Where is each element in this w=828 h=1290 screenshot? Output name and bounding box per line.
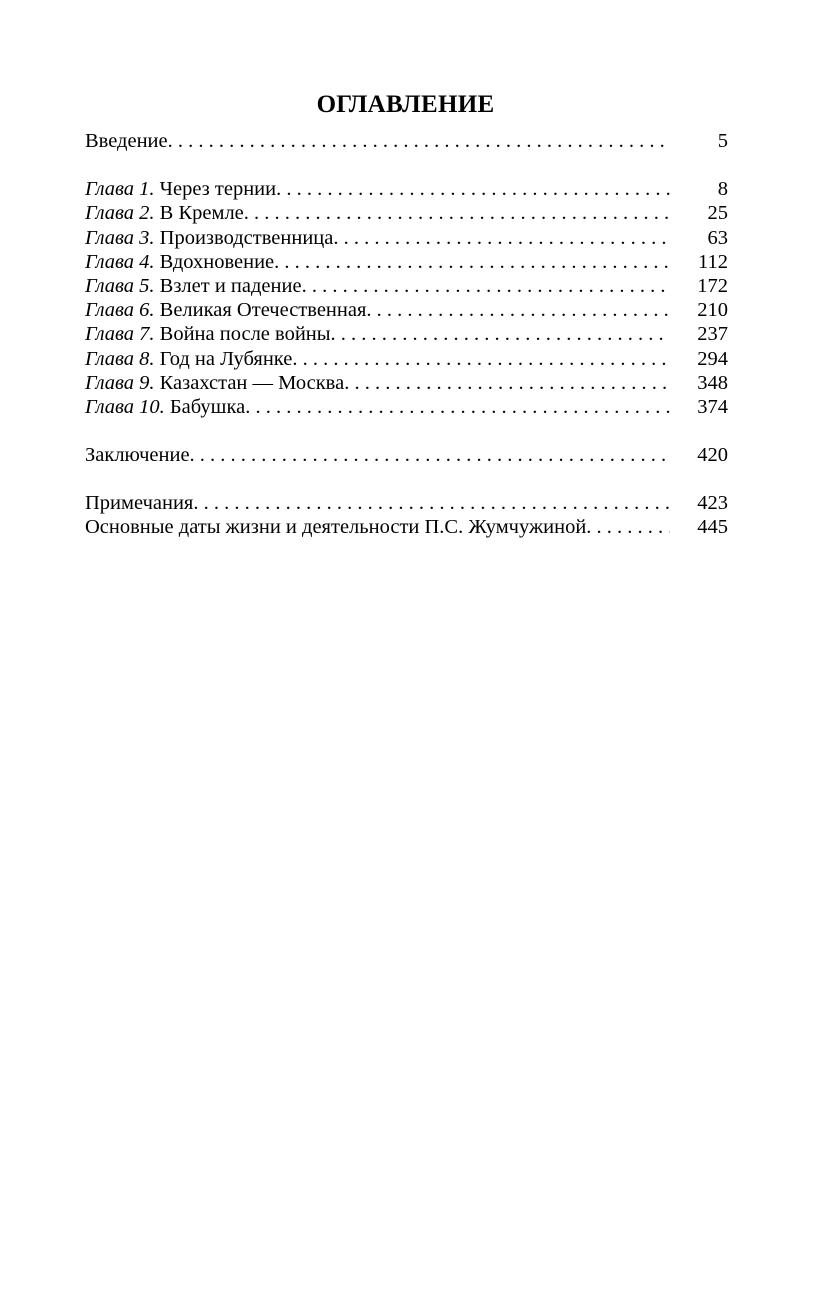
toc-entry bbox=[85, 515, 728, 539]
toc-entry-label bbox=[85, 515, 586, 539]
chapter-prefix: Глава 9. bbox=[85, 371, 155, 394]
toc-entry-label bbox=[85, 395, 245, 419]
dot-leader bbox=[245, 395, 670, 419]
chapter-prefix: Глава 6. bbox=[85, 299, 155, 322]
toc-entry-label bbox=[85, 274, 302, 298]
entry-title: В Кремле bbox=[154, 202, 244, 225]
dot-leader bbox=[190, 443, 670, 467]
entry-title: Великая Отечественная bbox=[154, 299, 367, 322]
dot-leader bbox=[366, 298, 670, 322]
toc-entry bbox=[85, 129, 728, 153]
dot-leader bbox=[193, 491, 670, 515]
toc-group-intro bbox=[85, 129, 728, 153]
page-number: 294 bbox=[697, 347, 728, 370]
page-number: 423 bbox=[697, 492, 728, 515]
table-of-contents bbox=[85, 129, 728, 540]
toc-entry bbox=[85, 177, 728, 201]
toc-entry-label bbox=[85, 250, 274, 274]
entry-title: Вдохновение bbox=[154, 250, 275, 273]
entry-title: Введение bbox=[85, 130, 168, 152]
page-number: 445 bbox=[697, 516, 728, 539]
toc-entry bbox=[85, 201, 728, 225]
page-number: 112 bbox=[698, 250, 728, 273]
entry-title: Примечания bbox=[85, 492, 194, 515]
page-number: 63 bbox=[707, 226, 728, 249]
toc-entry-label bbox=[85, 347, 292, 371]
chapter-prefix: Глава 1. bbox=[85, 178, 155, 201]
dot-leader bbox=[586, 515, 670, 539]
dot-leader bbox=[331, 322, 670, 346]
entry-title: Война после войны bbox=[154, 323, 331, 346]
dot-leader bbox=[244, 201, 670, 225]
toc-entry bbox=[85, 226, 728, 250]
dot-leader bbox=[344, 371, 670, 395]
dot-leader bbox=[292, 347, 670, 371]
entry-title: Заключение bbox=[85, 444, 190, 467]
dot-leader bbox=[168, 129, 670, 153]
toc-entry bbox=[85, 443, 728, 467]
chapter-prefix: Глава 8. bbox=[85, 347, 155, 370]
toc-entry-label bbox=[85, 322, 331, 346]
chapter-prefix: Глава 7. bbox=[85, 323, 155, 346]
toc-group-conclusion bbox=[85, 443, 728, 467]
toc-entry-label bbox=[85, 226, 333, 250]
toc-entry bbox=[85, 322, 728, 346]
toc-group-appendix bbox=[85, 491, 728, 539]
dot-leader bbox=[302, 274, 670, 298]
toc-entry bbox=[85, 274, 728, 298]
dot-leader bbox=[276, 177, 670, 201]
dot-leader bbox=[274, 250, 670, 274]
page-number: 210 bbox=[697, 299, 728, 322]
toc-entry bbox=[85, 491, 728, 515]
page-number: 374 bbox=[697, 395, 728, 418]
toc-entry-label bbox=[85, 129, 168, 153]
toc-entry bbox=[85, 298, 728, 322]
toc-entry-label bbox=[85, 491, 193, 515]
entry-title: Производственница bbox=[154, 226, 334, 249]
toc-entry bbox=[85, 395, 728, 419]
page-number: 8 bbox=[717, 178, 728, 201]
toc-entry-label bbox=[85, 201, 244, 225]
page-title: ОГЛАВЛЕНИЕ bbox=[316, 90, 495, 118]
page-number: 237 bbox=[697, 323, 728, 346]
chapter-prefix: Глава 3. bbox=[85, 226, 155, 249]
page-number: 25 bbox=[707, 202, 728, 225]
page-number: 348 bbox=[697, 371, 728, 394]
entry-title: Основные даты жизни и деятельности П.С. Жумчужиной bbox=[85, 516, 587, 539]
entry-title: Взлет и падение bbox=[154, 274, 302, 297]
chapter-prefix: Глава 5. bbox=[85, 274, 155, 297]
entry-title: Бабушка bbox=[164, 395, 246, 418]
toc-entry-label bbox=[85, 443, 190, 467]
chapter-prefix: Глава 2. bbox=[85, 202, 155, 225]
dot-leader bbox=[333, 226, 670, 250]
toc-entry bbox=[85, 250, 728, 274]
toc-entry bbox=[85, 347, 728, 371]
entry-title: Через тернии bbox=[154, 178, 277, 201]
chapter-prefix: Глава 4. bbox=[85, 250, 155, 273]
toc-entry-label bbox=[85, 177, 276, 201]
toc-group-chapters bbox=[85, 177, 728, 419]
chapter-prefix: Глава 10. bbox=[85, 395, 165, 418]
toc-entry bbox=[85, 371, 728, 395]
entry-title: Год на Лубянке bbox=[154, 347, 293, 370]
toc-entry-label bbox=[85, 371, 344, 395]
page-number: 5 bbox=[717, 130, 728, 152]
toc-entry-label bbox=[85, 298, 366, 322]
page-number: 420 bbox=[697, 444, 728, 467]
entry-title: Казахстан — Москва bbox=[154, 371, 345, 394]
page-number: 172 bbox=[697, 274, 728, 297]
